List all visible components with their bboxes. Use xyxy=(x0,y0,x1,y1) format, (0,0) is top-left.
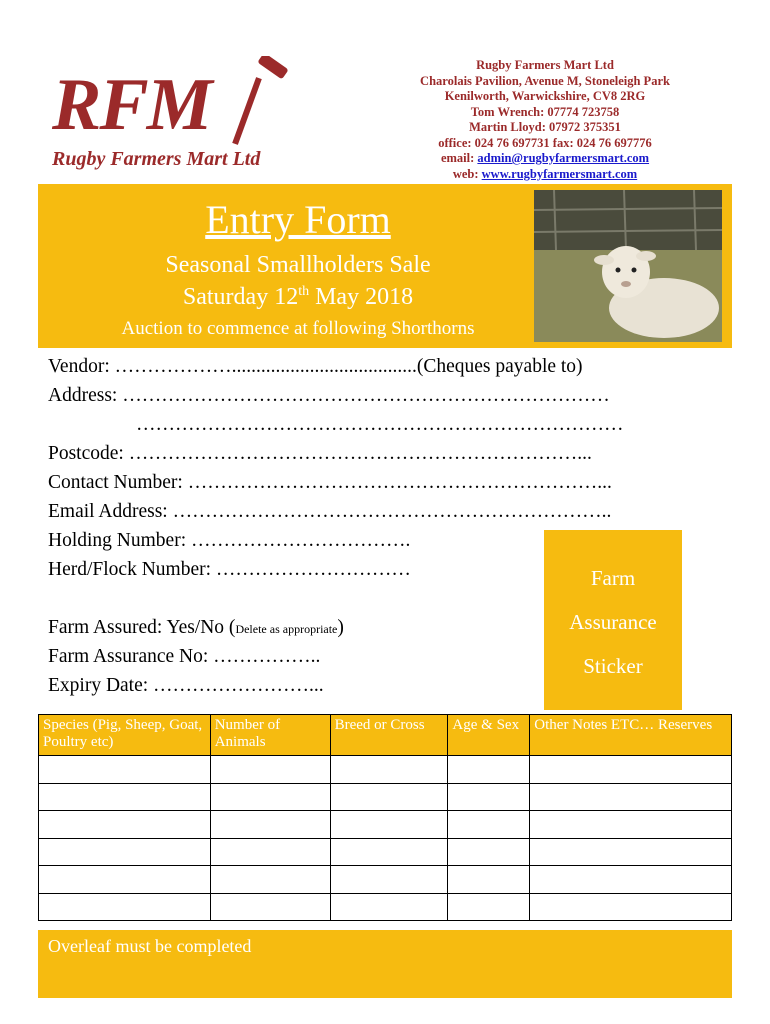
table-cell[interactable] xyxy=(448,893,530,921)
office-fax: office: 024 76 697731 fax: 024 76 697776 xyxy=(438,135,652,150)
header-age-sex: Age & Sex xyxy=(448,715,530,756)
table-row xyxy=(39,866,732,894)
holding-number-field[interactable]: Holding Number: ……………………………. xyxy=(48,530,411,551)
address-field[interactable]: Address: ………………………………………………………………… xyxy=(48,385,610,406)
address-line-2: Kenilworth, Warwickshire, CV8 2RG xyxy=(444,89,646,103)
table-cell[interactable] xyxy=(330,838,448,866)
footer-note: Overleaf must be completed xyxy=(48,936,252,956)
email-line xyxy=(390,151,700,167)
farm-assured-close: ) xyxy=(337,617,344,638)
table-cell[interactable] xyxy=(39,811,211,839)
email-link[interactable]: admin@rugbyfarmersmart.com xyxy=(477,151,650,165)
farm-assured-label: Farm Assured: Yes/No ( xyxy=(48,617,236,638)
lamb-photo xyxy=(534,190,722,342)
logo-text: RFM xyxy=(52,64,211,146)
table-cell[interactable] xyxy=(39,783,211,811)
gavel-icon xyxy=(214,56,294,146)
table-cell[interactable] xyxy=(330,783,448,811)
sticker-line-3: Sticker xyxy=(583,654,643,678)
header-breed: Breed or Cross xyxy=(330,715,448,756)
date-suffix: May 2018 xyxy=(309,284,414,310)
table-cell[interactable] xyxy=(330,866,448,894)
table-cell[interactable] xyxy=(330,893,448,921)
table-cell[interactable] xyxy=(448,783,530,811)
table-row xyxy=(39,838,732,866)
company-name: Rugby Farmers Mart Ltd xyxy=(476,58,614,72)
table-row xyxy=(39,756,732,784)
page-title: Entry Form xyxy=(205,197,391,242)
table-cell[interactable] xyxy=(330,756,448,784)
sale-date xyxy=(38,284,558,311)
email-label: email: xyxy=(440,151,478,165)
farm-assurance-number-field[interactable]: Farm Assurance No: …………….. xyxy=(48,646,321,667)
auction-note: Auction to commence at following Shorthorns xyxy=(121,318,475,339)
table-cell[interactable] xyxy=(448,866,530,894)
table-cell[interactable] xyxy=(210,783,330,811)
table-cell[interactable] xyxy=(448,838,530,866)
contact-block xyxy=(390,58,700,182)
vendor-field[interactable]: Vendor: ………………......................................(Cheques payable to) xyxy=(48,356,583,377)
table-header-row xyxy=(39,715,732,756)
email-address-field[interactable]: Email Address: ………………………………………………………….. xyxy=(48,501,612,522)
farm-assurance-sticker-box xyxy=(544,530,682,710)
date-sup: th xyxy=(298,284,310,299)
date-prefix: Saturday 12 xyxy=(182,284,299,310)
table-cell[interactable] xyxy=(530,756,732,784)
address-field-line-2[interactable]: ………………………………………………………………… xyxy=(136,414,624,435)
expiry-date-field[interactable]: Expiry Date: ……………………... xyxy=(48,675,324,696)
table-cell[interactable] xyxy=(530,811,732,839)
table-cell[interactable] xyxy=(530,838,732,866)
table-cell[interactable] xyxy=(210,756,330,784)
sale-name: Seasonal Smallholders Sale xyxy=(165,252,431,278)
table-cell[interactable] xyxy=(39,838,211,866)
farm-assured-note: Delete as appropriate xyxy=(235,622,338,636)
web-label: web: xyxy=(452,166,482,181)
table-cell[interactable] xyxy=(210,811,330,839)
contact-person-1: Tom Wrench: 07774 723758 xyxy=(470,104,620,119)
table-cell[interactable] xyxy=(210,893,330,921)
table-cell[interactable] xyxy=(448,811,530,839)
header-species: Species (Pig, Sheep, Goat, Poultry etc) xyxy=(39,715,211,756)
table-cell[interactable] xyxy=(210,838,330,866)
postcode-field[interactable]: Postcode: ……………………………………………………………... xyxy=(48,443,592,464)
web-link[interactable]: www.rugbyfarmersmart.com xyxy=(481,166,638,181)
table-row xyxy=(39,783,732,811)
address-line-1: Charolais Pavilion, Avenue M, Stoneleigh Park xyxy=(420,73,670,88)
table-cell[interactable] xyxy=(530,866,732,894)
table-cell[interactable] xyxy=(39,866,211,894)
table-row xyxy=(39,811,732,839)
table-cell[interactable] xyxy=(210,866,330,894)
table-cell[interactable] xyxy=(530,783,732,811)
table-cell[interactable] xyxy=(39,756,211,784)
contact-number-field[interactable]: Contact Number: ………………………………………………………... xyxy=(48,472,612,493)
table-cell[interactable] xyxy=(530,893,732,921)
table-cell[interactable] xyxy=(330,811,448,839)
web-line xyxy=(390,167,700,183)
header-number: Number of Animals xyxy=(210,715,330,756)
sticker-line-1: Farm xyxy=(590,566,636,590)
table-cell[interactable] xyxy=(448,756,530,784)
animals-table xyxy=(38,714,732,921)
herd-flock-number-field[interactable]: Herd/Flock Number: ………………………… xyxy=(48,559,411,580)
table-row xyxy=(39,893,732,921)
logo-subtitle: Rugby Farmers Mart Ltd xyxy=(52,148,261,170)
farm-assured-field[interactable] xyxy=(48,617,344,639)
contact-person-2: Martin Lloyd: 07972 375351 xyxy=(469,120,621,134)
header-notes: Other Notes ETC… Reserves xyxy=(530,715,732,756)
table-cell[interactable] xyxy=(39,893,211,921)
sticker-line-2: Assurance xyxy=(569,610,657,634)
